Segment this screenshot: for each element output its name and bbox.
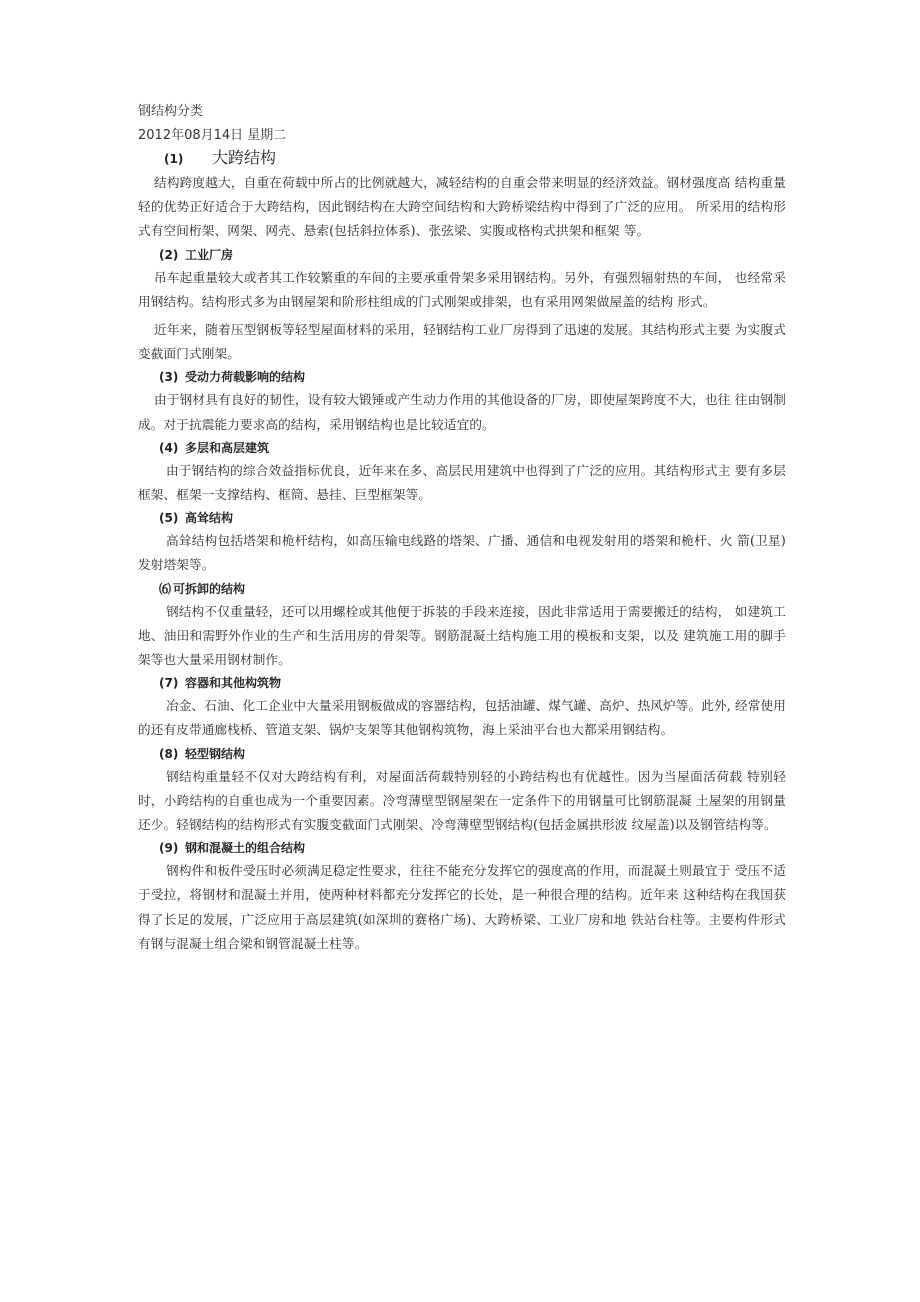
section-heading-3 xyxy=(138,366,786,388)
section-heading-7 xyxy=(138,672,786,694)
section-number: (3) xyxy=(159,370,179,385)
section-title: 受动力荷载影响的结构 xyxy=(185,370,306,385)
document-body xyxy=(138,145,786,956)
section-title: 工业厂房 xyxy=(185,247,234,262)
section-number: ⑹ xyxy=(159,581,172,596)
section-heading-9 xyxy=(138,837,786,859)
section-number: (7) xyxy=(159,676,179,691)
section-title: 多层和高层建筑 xyxy=(185,440,270,455)
section-title: 可拆卸的结构 xyxy=(173,581,246,596)
paragraph: 冶金、石油、化工企业中大量采用钢板做成的容器结构，包括油罐、煤气罐、高炉、热风炉等。此外, 经常使用的还有皮带通廊栈桥、管道支架、锅炉支架等其他钢构筑物，海上采油平台也大都采用钢结构。 xyxy=(138,698,787,738)
section-heading-2 xyxy=(138,244,786,266)
section-title: 钢和混凝土的组合结构 xyxy=(185,841,306,856)
paragraph: 吊车起重量较大或者其工作较繁重的车间的主要承重骨架多采用钢结构。另外，有强烈辐射热的车间， 也经常采用钢结构。结构形式多为由钢屋架和阶形柱组成的门式刚架或排架，也有采用网架做屋盖的结构 形式。 xyxy=(138,269,786,309)
paragraph: 由于钢结构的综合效益指标优良，近年来在多、高层民用建筑中也得到了广泛的应用。其结构形式主 要有多层框架、框架一支撑结构、框筒、悬挂、巨型框架等。 xyxy=(138,462,786,503)
paragraph: 结构跨度越大，自重在荷载中所占的比例就越大，减轻结构的自重会带来明显的经济效益。钢材强度高 结构重量轻的优势正好适合于大跨结构，因此钢结构在大跨空间结构和大跨桥梁结构中得到了广泛的应用。 所采用的结构形式有空间桁架、网架、网壳、悬索(包括斜拉体系)、张弦梁、实腹或格构式拱架和框架 等。 xyxy=(138,175,786,239)
section-number: (9) xyxy=(159,841,179,856)
section-title: 高耸结构 xyxy=(185,511,234,526)
section-heading-5 xyxy=(138,507,786,529)
paragraph: 高耸结构包括塔架和桅杆结构，如高压输电线路的塔架、广播、通信和电视发射用的塔架和桅杆、火 箭(卫星)发射塔架等。 xyxy=(138,533,786,573)
paragraph: 钢结构不仅重量轻，还可以用螺栓或其他便于拆装的手段来连接，因此非常适用于需要搬迁的结构， 如建筑工地、油田和需野外作业的生产和生活用房的骨架等。钢筋混凝土结构施工用的模板和支架，以及 建筑施工用的脚手架等也大量采用钢材制作。 xyxy=(138,603,786,668)
paragraph: 近年来，随着压型钢板等轻型屋面材料的采用，轻钢结构工业厂房得到了迅速的发展。其结构形式主要 为实腹式变截面门式刚架。 xyxy=(138,322,786,362)
section-number: (2) xyxy=(159,247,179,262)
paragraph: 由于钢材具有良好的韧性，设有较大锻锤或产生动力作用的其他设备的厂房，即使屋架跨度不大，也往 往由钢制成。对于抗震能力要求高的结构，采用钢结构也是比较适宜的。 xyxy=(138,392,786,432)
section-number: (8) xyxy=(159,746,179,761)
document-title: 钢结构分类 xyxy=(138,104,204,119)
section-number: (4) xyxy=(159,440,179,455)
section-title: 轻型钢结构 xyxy=(185,746,246,761)
section-heading-1 xyxy=(138,145,786,171)
paragraph: 钢结构重量轻不仅对大跨结构有利，对屋面活荷载特别轻的小跨结构也有优越性。因为当屋面活荷载 特别轻时，小跨结构的自重也成为一个重要因素。冷弯薄壁型钢屋架在一定条件下的用钢量可比钢筋混凝 土屋架的用钢量还少。轻钢结构的结构形式有实腹变截面门式刚架、冷弯薄壁型钢结构(包括金属拱形波 纹屋盖)以及钢管结构等。 xyxy=(138,768,786,833)
paragraph: 钢构件和板件受压时必须满足稳定性要求，往往不能充分发挥它的强度高的作用，而混凝土则最宜于 受压不适于受拉，将钢材和混凝土并用，使两种材料都充分发挥它的长处，是一种很合理的结构。近年来 这种结构在我国获得了长足的发展，广泛应用于高层建筑(如深圳的赛格广场)、大跨桥梁、工业厂房和地 铁站台柱等。主要构件形式有钢与混凝土组合梁和钢管混凝土柱等。 xyxy=(138,863,786,951)
section-title: 容器和其他构筑物 xyxy=(185,676,282,691)
section-number: (5) xyxy=(159,511,179,526)
section-heading-4 xyxy=(138,437,786,459)
section-title: 大跨结构 xyxy=(212,148,277,167)
section-number: (1) xyxy=(164,152,184,166)
section-heading-6 xyxy=(138,578,786,600)
section-heading-8 xyxy=(138,743,786,765)
document-date: 2012年08月14日 星期二 xyxy=(138,128,287,143)
